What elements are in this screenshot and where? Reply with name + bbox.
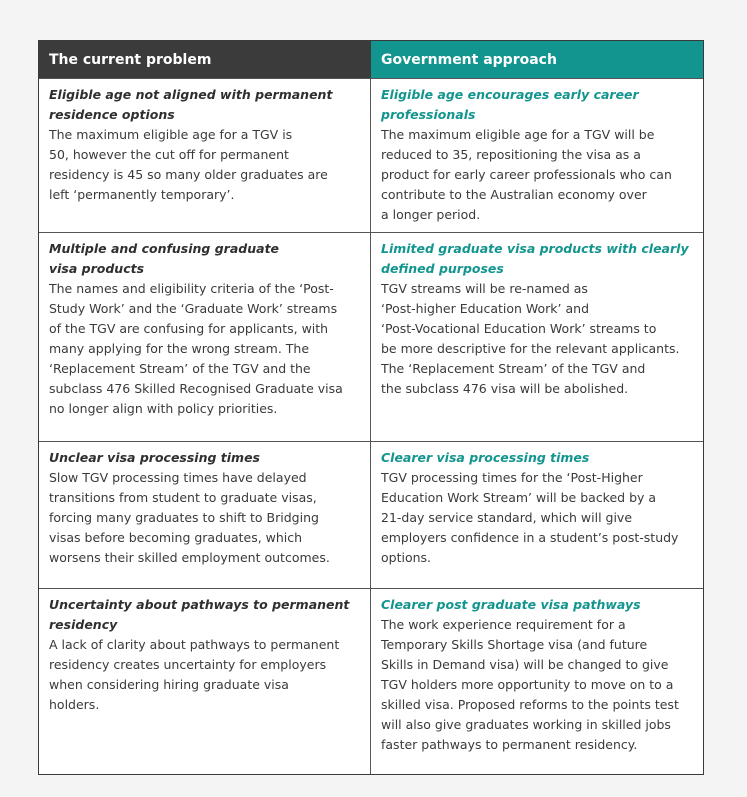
table-row (39, 588, 703, 774)
problem-text: The maximum eligible age for a TGV is 50, however the cut off for permanent residency is 45 so many older graduates are left ‘permanently temporary’. (49, 127, 328, 202)
approach-cell (371, 233, 703, 441)
problem-cell (39, 79, 371, 232)
header-current-problem: The current problem (39, 41, 371, 78)
approach-text: TGV streams will be re-named as ‘Post-higher Education Work’ and ‘Post-Vocational Education Work’ streams to be more descriptive for the relevant applicants. The ‘Replacement Stream’ of the TGV and the subclass 476 visa will be abolished. (381, 281, 680, 396)
approach-title: Clearer visa processing times (381, 450, 590, 465)
problem-title: Multiple and confusing graduate visa products (49, 241, 280, 276)
approach-title: Eligible age encourages early career professionals (381, 87, 639, 122)
problem-title: Unclear visa processing times (49, 450, 260, 465)
problem-title: Uncertainty about pathways to permanent residency (49, 597, 350, 632)
table-header-row (39, 41, 703, 78)
header-government-approach: Government approach (371, 41, 703, 78)
approach-text: The work experience requirement for a Temporary Skills Shortage visa (and future Skills in Demand visa) will be changed to give TGV holders more opportunity to move on to a skilled visa. Proposed reforms to the points test will also give graduates working in skilled jobs faster pathways to permanent residency. (381, 617, 679, 752)
problem-title: Eligible age not aligned with permanent residence options (49, 87, 333, 122)
problem-text: The names and eligibility criteria of the ‘Post- Study Work’ and the ‘Graduate Work’ streams of the TGV are confusing for applicants, with many applying for the wrong stream. The ‘Replacement Stream’ of the TGV and the subclass 476 Skilled Recognised Graduate visa no longer align with policy priorities. (49, 281, 343, 416)
approach-cell (371, 442, 703, 588)
problem-text: A lack of clarity about pathways to permanent residency creates uncertainty for employers when considering hiring graduate visa holders. (49, 637, 340, 712)
comparison-table (38, 40, 704, 775)
approach-cell (371, 589, 703, 774)
approach-title: Limited graduate visa products with clearly defined purposes (381, 241, 689, 276)
approach-title: Clearer post graduate visa pathways (381, 597, 641, 612)
problem-cell (39, 442, 371, 588)
problem-cell (39, 589, 371, 774)
table-row (39, 232, 703, 441)
approach-text: The maximum eligible age for a TGV will be reduced to 35, repositioning the visa as a product for early career professionals who can contribute to the Australian economy over a longer period. (381, 127, 672, 222)
problem-text: Slow TGV processing times have delayed transitions from student to graduate visas, forcing many graduates to shift to Bridging visas before becoming graduates, which worsens their skilled employment outcomes. (49, 470, 330, 565)
table-row (39, 78, 703, 232)
table-row (39, 441, 703, 588)
approach-text: TGV processing times for the ‘Post-Higher Education Work Stream’ will be backed by a 21-day service standard, which will give employers confidence in a student’s post-study options. (381, 470, 679, 565)
problem-cell (39, 233, 371, 441)
approach-cell (371, 79, 703, 232)
